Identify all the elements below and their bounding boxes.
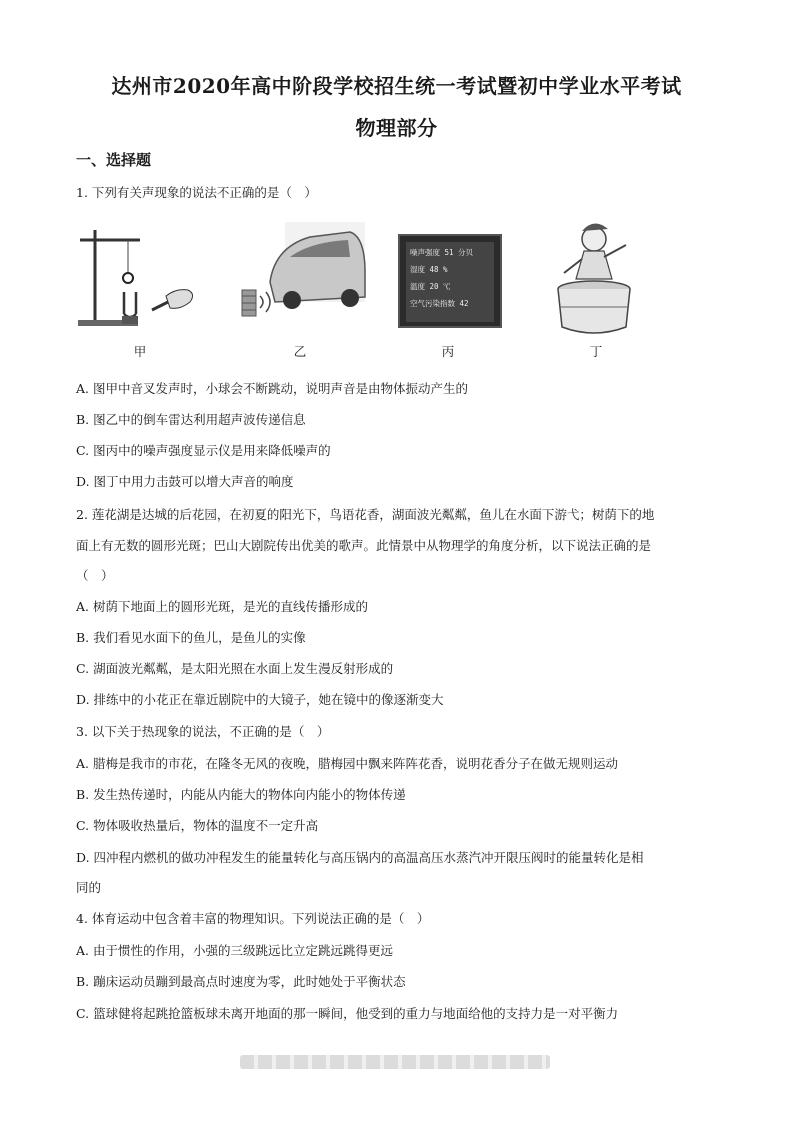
figure-caption-ding: 丁 (589, 344, 603, 359)
question-3-option-d: D. 四冲程内燃机的做功冲程发生的能量转化与高压锅内的高温高压水蒸汽冲开限压阀时的能量转化是相 (76, 850, 644, 865)
exam-subtitle: 物理部分 (355, 116, 438, 140)
drum-figure (546, 217, 646, 342)
question-3-option-c: C. 物体吸收热量后，物体的温度不一定升高 (76, 818, 319, 833)
figure-caption-bing: 丙 (441, 344, 455, 359)
question-4-option-a: A. 由于惯性的作用，小强的三级跳远比立定跳远跳得更远 (76, 943, 393, 958)
display-row-humidity: 湿度 48 % (410, 265, 448, 274)
question-4-option-b: B. 蹦床运动员蹦到最高点时速度为零，此时她处于平衡状态 (76, 974, 406, 989)
display-row-temperature: 温度 20 ℃ (410, 282, 451, 291)
question-1-option-d: D. 图丁中用力击鼓可以增大声音的响度 (76, 474, 294, 489)
question-2-option-c: C. 湖面波光粼粼，是太阳光照在水面上发生漫反射形成的 (76, 661, 394, 676)
question-3-option-d-cont: 同的 (76, 880, 102, 895)
tuning-fork-figure (70, 212, 210, 337)
question-3-option-b: B. 发生热传递时，内能从内能大的物体向内能小的物体传递 (76, 787, 406, 802)
question-3-stem: 3. 以下关于热现象的说法，不正确的是（ ） (76, 724, 330, 739)
display-row-noise: 噪声强度 51 分贝 (410, 248, 474, 257)
question-2-option-b: B. 我们看见水面下的鱼儿，是鱼儿的实像 (76, 630, 306, 645)
display-row-pollution: 空气污染指数 42 (410, 299, 469, 308)
question-2-option-a: A. 树荫下地面上的圆形光斑，是光的直线传播形成的 (76, 599, 368, 614)
exam-title: 达州市2020年高中阶段学校招生统一考试暨初中学业水平考试 (111, 74, 682, 98)
question-2-option-d: D. 排练中的小花正在靠近剧院中的大镜子，她在镜中的像逐渐变大 (76, 692, 444, 707)
question-1-figures (70, 212, 670, 362)
question-1-option-c: C. 图丙中的噪声强度显示仪是用来降低噪声的 (76, 443, 331, 458)
question-2-stem-line-3: （ ） (76, 568, 114, 583)
figure-caption-jia: 甲 (133, 344, 147, 359)
question-3-option-a: A. 腊梅是我市的市花，在隆冬无风的夜晚，腊梅园中飘来阵阵花香，说明花香分子在做无规则运动 (76, 756, 618, 771)
noise-display-figure (398, 234, 502, 328)
question-4-option-c: C. 篮球健将起跳抢篮板球未离开地面的那一瞬间，他受到的重力与地面给他的支持力是一对平衡力 (76, 1006, 619, 1021)
question-4-stem: 4. 体育运动中包含着丰富的物理知识。下列说法正确的是（ ） (76, 911, 430, 926)
question-2-stem-line-1: 2. 莲花湖是达城的后花园，在初夏的阳光下，鸟语花香，湖面波光粼粼，鱼儿在水面下游弋；树荫下的地 (76, 507, 655, 522)
blurred-footer (240, 1055, 550, 1069)
question-1-stem: 1. 下列有关声现象的说法不正确的是（ ） (76, 185, 317, 200)
question-1-option-a: A. 图甲中音叉发声时，小球会不断跳动，说明声音是由物体振动产生的 (76, 381, 468, 396)
question-2-stem-line-2: 面上有无数的圆形光斑；巴山大剧院传出优美的歌声。此情景中从物理学的角度分析，以下说法正确的是 (76, 538, 652, 553)
section-heading: 一、选择题 (76, 151, 152, 169)
figure-caption-yi: 乙 (293, 344, 307, 359)
car-radar-figure (230, 212, 370, 337)
question-1-option-b: B. 图乙中的倒车雷达利用超声波传递信息 (76, 412, 306, 427)
